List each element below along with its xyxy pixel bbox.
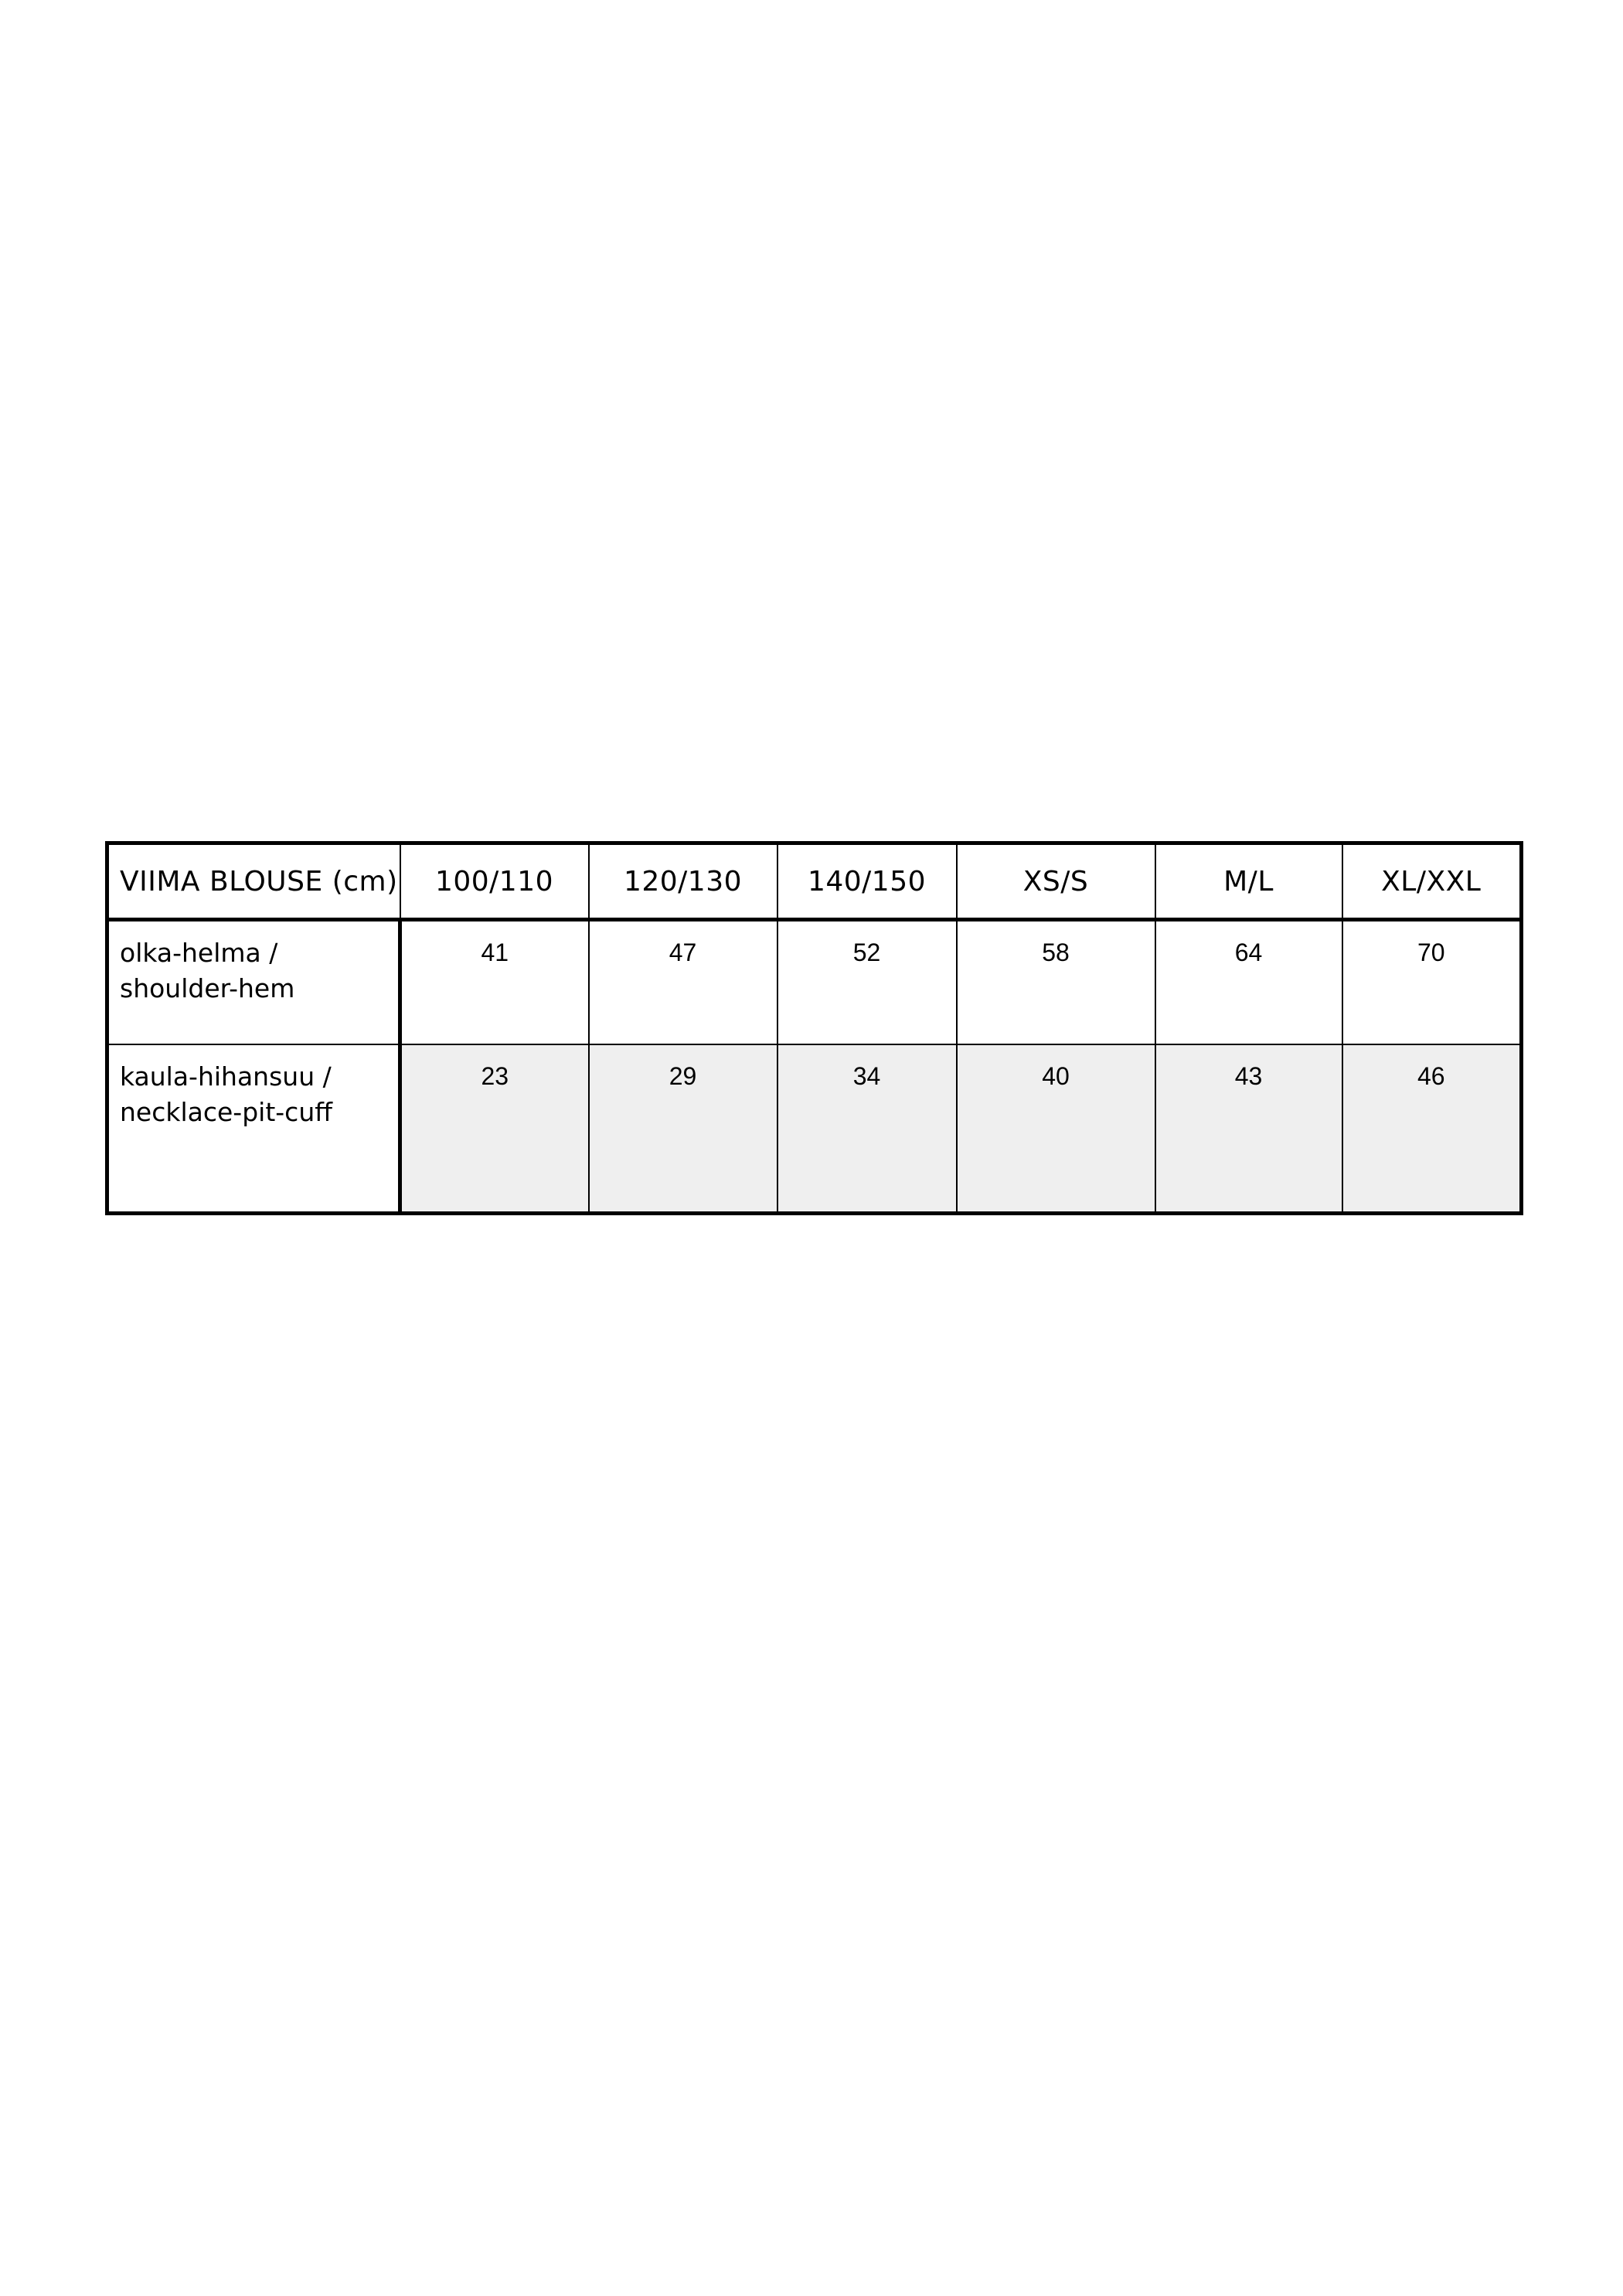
row-label-shoulder-hem <box>107 920 400 1045</box>
size-header-140-150: 140/150 <box>777 843 957 920</box>
size-header-xl-xxl: XL/XXL <box>1342 843 1522 920</box>
row-label-line: necklace-pit-cuff <box>120 1097 332 1127</box>
row-label-line: olka-helma / <box>120 938 278 968</box>
table-cell: 41 <box>400 920 589 1045</box>
size-header-120-130: 120/130 <box>589 843 777 920</box>
table-cell: 58 <box>957 920 1155 1045</box>
size-header-xs-s: XS/S <box>957 843 1155 920</box>
table-row-necklace-pit-cuff <box>107 1044 1522 1214</box>
table-cell: 52 <box>777 920 957 1045</box>
table-title: VIIMA BLOUSE (cm) <box>107 843 400 920</box>
table-cell: 47 <box>589 920 777 1045</box>
table-cell: 29 <box>589 1044 777 1214</box>
table-cell: 43 <box>1155 1044 1342 1214</box>
table-cell: 34 <box>777 1044 957 1214</box>
table-cell: 46 <box>1342 1044 1522 1214</box>
row-label-line: kaula-hihansuu / <box>120 1061 332 1092</box>
size-header-100-110: 100/110 <box>400 843 589 920</box>
row-label-necklace-pit-cuff <box>107 1044 400 1214</box>
table-cell: 70 <box>1342 920 1522 1045</box>
size-chart-table <box>105 841 1523 1215</box>
row-label-line: shoulder-hem <box>120 973 295 1003</box>
table-cell: 40 <box>957 1044 1155 1214</box>
table-cell: 23 <box>400 1044 589 1214</box>
size-header-m-l: M/L <box>1155 843 1342 920</box>
header-row <box>107 843 1522 920</box>
table-row-shoulder-hem <box>107 920 1522 1045</box>
table-cell: 64 <box>1155 920 1342 1045</box>
